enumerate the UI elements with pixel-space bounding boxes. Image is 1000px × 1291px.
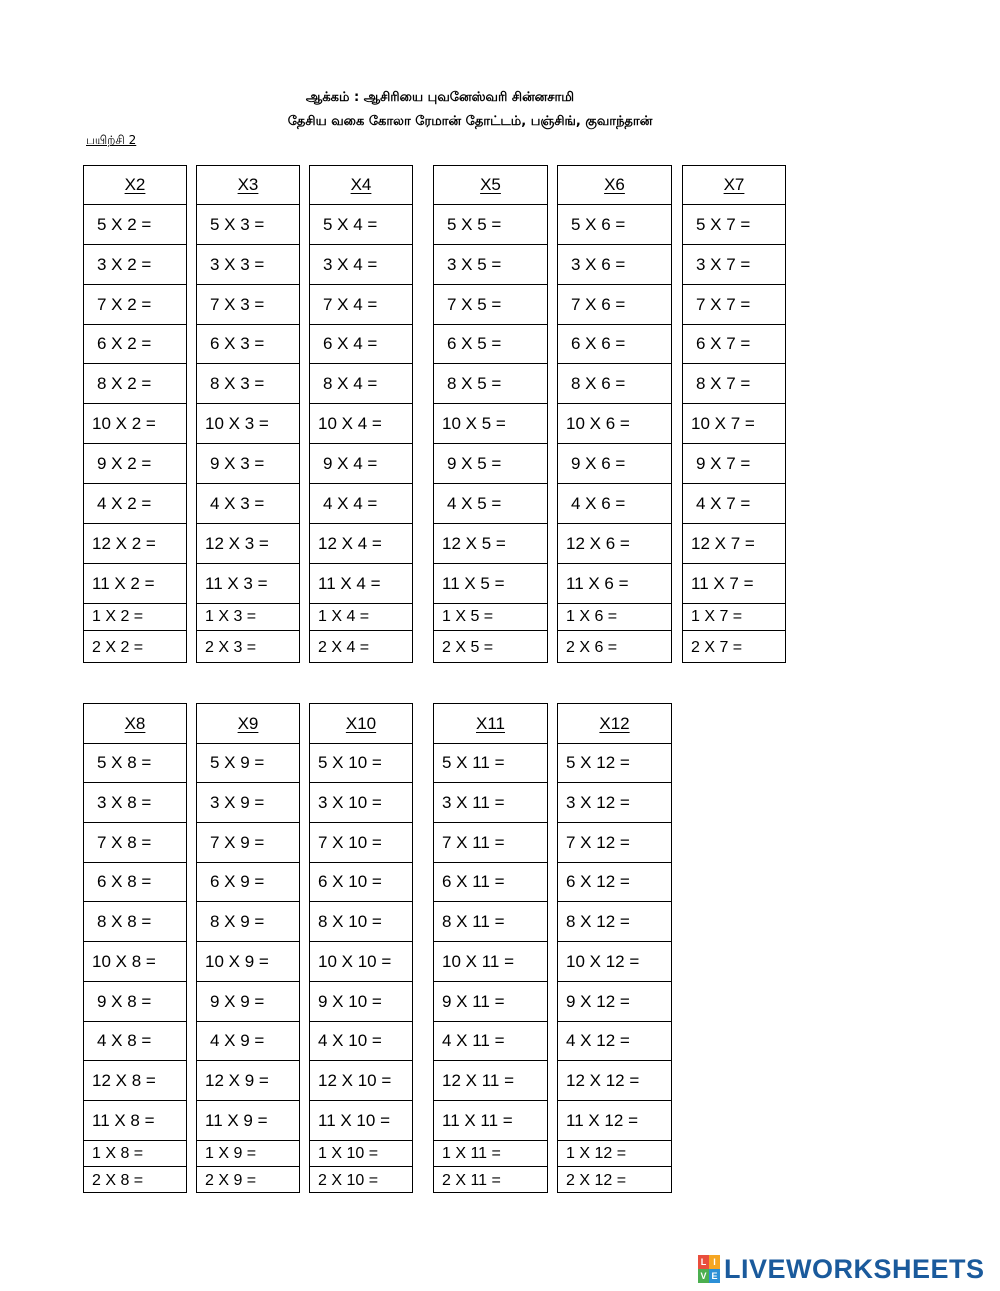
problem-row[interactable]: 11 X 11 = <box>434 1101 547 1141</box>
problem-row[interactable]: 9 X 8 = <box>84 982 186 1022</box>
problem-row[interactable]: 1 X 9 = <box>197 1141 299 1167</box>
problem-row[interactable]: 5 X 4 = <box>310 205 412 245</box>
problem-row[interactable]: 2 X 6 = <box>566 638 618 656</box>
problem-row[interactable]: 8 X 4 = <box>310 364 412 404</box>
problem-row[interactable]: 8 X 2 = <box>84 364 186 404</box>
problem-row[interactable]: 2 X 4 = <box>318 638 370 656</box>
problem-row[interactable]: 3 X 10 = <box>310 783 412 823</box>
problem-row[interactable]: 7 X 7 = <box>683 285 785 325</box>
table-title: X9 <box>197 704 299 744</box>
problem-row[interactable]: 1 X 8 = <box>84 1141 186 1167</box>
problem-row[interactable]: 12 X 6 = <box>558 524 671 564</box>
problem-row[interactable]: 8 X 3 = <box>197 364 299 404</box>
problem-row[interactable]: 10 X 8 = <box>84 942 186 982</box>
problem-row[interactable]: 2 X 9 = <box>205 1171 257 1189</box>
problem-row[interactable]: 4 X 10 = <box>310 1022 412 1061</box>
problem-row[interactable]: 1 X 4 = <box>310 604 412 631</box>
problem-row[interactable]: 5 X 5 = <box>434 205 547 245</box>
problem-row[interactable]: 1 X 11 = <box>434 1141 547 1167</box>
problem-row[interactable]: 5 X 8 = <box>84 744 186 783</box>
problem-row[interactable]: 6 X 9 = <box>197 863 299 902</box>
problem-row[interactable]: 11 X 2 = <box>84 564 186 604</box>
problem-row[interactable]: 4 X 7 = <box>683 484 785 524</box>
logo-text: LIVEWORKSHEETS <box>724 1253 985 1284</box>
logo-mark-icon: L I V E <box>698 1255 720 1283</box>
problem-row[interactable]: 9 X 7 = <box>683 444 785 484</box>
problem-row[interactable]: 5 X 9 = <box>197 744 299 783</box>
problem-row[interactable]: 3 X 6 = <box>558 245 671 285</box>
problem-row[interactable]: 7 X 4 = <box>310 285 412 325</box>
problem-row[interactable]: 3 X 7 = <box>683 245 785 285</box>
problem-row[interactable]: 11 X 3 = <box>197 564 299 604</box>
problem-row[interactable]: 7 X 8 = <box>84 823 186 863</box>
table-title: X10 <box>310 704 412 744</box>
problem-row[interactable]: 3 X 12 = <box>558 783 671 823</box>
table-title: X8 <box>84 704 186 744</box>
problem-row[interactable]: 10 X 3 = <box>197 404 299 444</box>
problem-row[interactable]: 11 X 6 = <box>558 564 671 604</box>
problem-row[interactable]: 10 X 12 = <box>558 942 671 982</box>
problem-row[interactable]: 9 X 2 = <box>84 444 186 484</box>
problem-row[interactable]: 11 X 10 = <box>310 1101 412 1141</box>
problem-row[interactable]: 1 X 5 = <box>434 604 547 631</box>
problem-row[interactable]: 9 X 6 = <box>558 444 671 484</box>
problem-row[interactable]: 12 X 2 = <box>84 524 186 564</box>
problem-row[interactable]: 12 X 4 = <box>310 524 412 564</box>
problem-row[interactable]: 9 X 10 = <box>310 982 412 1022</box>
problem-row[interactable]: 2 X 7 = <box>691 638 743 656</box>
problem-row[interactable]: 12 X 9 = <box>197 1061 299 1101</box>
problem-row[interactable]: 6 X 5 = <box>434 325 547 364</box>
problem-row[interactable]: 7 X 9 = <box>197 823 299 863</box>
school-line: தேசிய வகை கோலா ரேமான் தோட்டம், பஞ்சிங், குவாந்தான் <box>287 114 653 129</box>
times-table-x10 <box>309 703 413 1193</box>
times-table-x9 <box>196 703 300 1193</box>
problem-row[interactable]: 8 X 12 = <box>558 902 671 942</box>
problem-row[interactable]: 7 X 5 = <box>434 285 547 325</box>
times-table-x11 <box>433 703 548 1193</box>
times-table-x4 <box>309 165 413 663</box>
problem-row[interactable]: 10 X 6 = <box>558 404 671 444</box>
problem-row[interactable]: 4 X 9 = <box>197 1022 299 1061</box>
times-table-x8 <box>83 703 187 1193</box>
times-table-x3 <box>196 165 300 663</box>
problem-row[interactable]: 4 X 3 = <box>197 484 299 524</box>
problem-row[interactable]: 11 X 9 = <box>197 1101 299 1141</box>
problem-row[interactable]: 4 X 8 = <box>84 1022 186 1061</box>
table-title: X6 <box>558 166 671 205</box>
problem-row[interactable]: 4 X 6 = <box>558 484 671 524</box>
problem-row[interactable]: 10 X 4 = <box>310 404 412 444</box>
problem-row[interactable]: 6 X 2 = <box>84 325 186 364</box>
table-title: X12 <box>558 704 671 744</box>
problem-row[interactable]: 10 X 9 = <box>197 942 299 982</box>
problem-row[interactable]: 8 X 8 = <box>84 902 186 942</box>
problem-row[interactable]: 6 X 6 = <box>558 325 671 364</box>
problem-row[interactable]: 1 X 12 = <box>558 1141 671 1167</box>
problem-row[interactable]: 2 X 2 = <box>92 638 144 656</box>
problem-row[interactable]: 2 X 8 = <box>92 1171 144 1189</box>
problem-row[interactable]: 8 X 10 = <box>310 902 412 942</box>
table-title: X2 <box>84 166 186 205</box>
problem-row[interactable]: 11 X 8 = <box>84 1101 186 1141</box>
table-title: X4 <box>310 166 412 205</box>
problem-row[interactable]: 3 X 2 = <box>84 245 186 285</box>
times-table-x6 <box>557 165 672 663</box>
problem-row[interactable]: 6 X 4 = <box>310 325 412 364</box>
liveworksheets-logo <box>698 1254 985 1284</box>
problem-row[interactable]: 12 X 10 = <box>310 1061 412 1101</box>
problem-row[interactable]: 10 X 5 = <box>434 404 547 444</box>
table-title: X7 <box>683 166 785 205</box>
problem-row[interactable]: 3 X 5 = <box>434 245 547 285</box>
problem-row[interactable]: 4 X 11 = <box>434 1022 547 1061</box>
problem-row[interactable]: 2 X 10 = <box>318 1171 379 1189</box>
problem-row[interactable]: 8 X 7 = <box>683 364 785 404</box>
problem-row[interactable]: 5 X 2 = <box>84 205 186 245</box>
problem-row[interactable]: 12 X 5 = <box>434 524 547 564</box>
problem-row[interactable]: 11 X 5 = <box>434 564 547 604</box>
problem-row[interactable]: 11 X 7 = <box>683 564 785 604</box>
problem-row[interactable]: 2 X 3 = <box>205 638 257 656</box>
problem-row[interactable]: 6 X 10 = <box>310 863 412 902</box>
problem-row[interactable]: 10 X 2 = <box>84 404 186 444</box>
times-table-x5 <box>433 165 548 663</box>
problem-row[interactable]: 9 X 9 = <box>197 982 299 1022</box>
problem-row[interactable]: 1 X 7 = <box>683 604 785 631</box>
problem-row[interactable]: 11 X 12 = <box>558 1101 671 1141</box>
times-table-x2 <box>83 165 187 663</box>
table-title: X3 <box>197 166 299 205</box>
problem-row[interactable]: 7 X 10 = <box>310 823 412 863</box>
problem-row[interactable]: 9 X 11 = <box>434 982 547 1022</box>
problem-row[interactable]: 6 X 7 = <box>683 325 785 364</box>
problem-row[interactable]: 2 X 11 = <box>442 1171 501 1189</box>
problem-row[interactable]: 6 X 3 = <box>197 325 299 364</box>
problem-row[interactable]: 1 X 3 = <box>197 604 299 631</box>
problem-row[interactable]: 12 X 3 = <box>197 524 299 564</box>
problem-row[interactable]: 5 X 10 = <box>310 744 412 783</box>
problem-row[interactable]: 10 X 11 = <box>434 942 547 982</box>
problem-row[interactable]: 3 X 9 = <box>197 783 299 823</box>
problem-row[interactable]: 7 X 6 = <box>558 285 671 325</box>
problem-row[interactable]: 6 X 12 = <box>558 863 671 902</box>
problem-row[interactable]: 3 X 8 = <box>84 783 186 823</box>
problem-row[interactable]: 10 X 10 = <box>310 942 412 982</box>
problem-row[interactable]: 9 X 12 = <box>558 982 671 1022</box>
problem-row[interactable]: 8 X 6 = <box>558 364 671 404</box>
problem-row[interactable]: 2 X 5 = <box>442 638 494 656</box>
problem-row[interactable]: 7 X 3 = <box>197 285 299 325</box>
problem-row[interactable]: 5 X 7 = <box>683 205 785 245</box>
problem-row[interactable]: 4 X 2 = <box>84 484 186 524</box>
problem-row[interactable]: 7 X 11 = <box>434 823 547 863</box>
problem-row[interactable]: 5 X 3 = <box>197 205 299 245</box>
problem-row[interactable]: 9 X 4 = <box>310 444 412 484</box>
problem-row[interactable]: 1 X 2 = <box>84 604 186 631</box>
problem-row[interactable]: 6 X 8 = <box>84 863 186 902</box>
problem-row[interactable]: 4 X 4 = <box>310 484 412 524</box>
problem-row[interactable]: 5 X 12 = <box>558 744 671 783</box>
problem-row[interactable]: 1 X 10 = <box>310 1141 412 1167</box>
problem-row[interactable]: 4 X 12 = <box>558 1022 671 1061</box>
problem-row[interactable]: 12 X 11 = <box>434 1061 547 1101</box>
problem-row[interactable]: 12 X 8 = <box>84 1061 186 1101</box>
problem-row[interactable]: 9 X 3 = <box>197 444 299 484</box>
problem-row[interactable]: 5 X 11 = <box>434 744 547 783</box>
problem-row[interactable]: 6 X 11 = <box>434 863 547 902</box>
problem-row[interactable]: 11 X 4 = <box>310 564 412 604</box>
problem-row[interactable]: 8 X 5 = <box>434 364 547 404</box>
problem-row[interactable]: 3 X 3 = <box>197 245 299 285</box>
problem-row[interactable]: 4 X 5 = <box>434 484 547 524</box>
problem-row[interactable]: 2 X 12 = <box>566 1171 627 1189</box>
problem-row[interactable]: 7 X 2 = <box>84 285 186 325</box>
problem-row[interactable]: 8 X 11 = <box>434 902 547 942</box>
exercise-label: பயிற்சி 2 <box>86 133 137 147</box>
problem-row[interactable]: 12 X 7 = <box>683 524 785 564</box>
problem-row[interactable]: 12 X 12 = <box>558 1061 671 1101</box>
author-line: ஆக்கம் : ஆசிரியை புவனேஸ்வரி சின்னசாமி <box>305 90 575 105</box>
table-title: X5 <box>434 166 547 205</box>
problem-row[interactable]: 7 X 12 = <box>558 823 671 863</box>
times-table-x12 <box>557 703 672 1193</box>
times-table-x7 <box>682 165 786 663</box>
problem-row[interactable]: 3 X 4 = <box>310 245 412 285</box>
problem-row[interactable]: 8 X 9 = <box>197 902 299 942</box>
problem-row[interactable]: 10 X 7 = <box>683 404 785 444</box>
problem-row[interactable]: 9 X 5 = <box>434 444 547 484</box>
problem-row[interactable]: 3 X 11 = <box>434 783 547 823</box>
problem-row[interactable]: 5 X 6 = <box>558 205 671 245</box>
table-title: X11 <box>434 704 547 744</box>
problem-row[interactable]: 1 X 6 = <box>558 604 671 631</box>
